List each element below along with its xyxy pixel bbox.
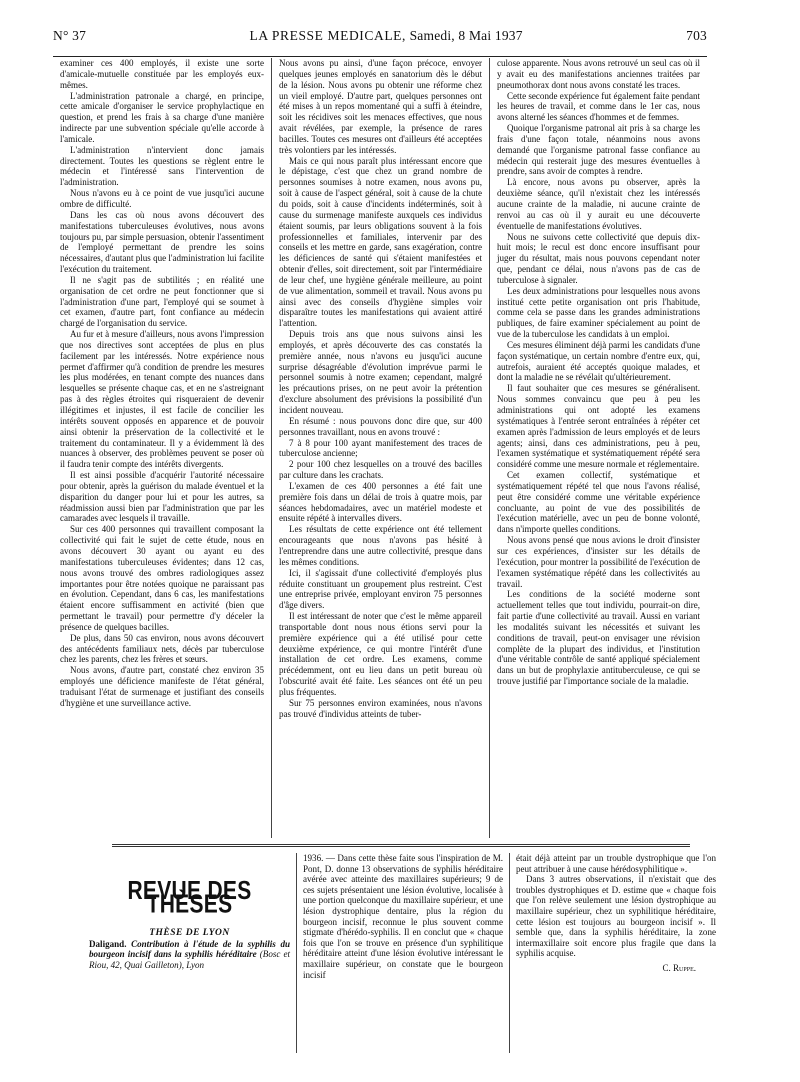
article-column-1 (53, 58, 271, 838)
article-paragraph: Ici, il s'agissait d'une collectivité d'employés plus réduite constituant un groupement plus restreint. C'est une entreprise privée, employant environ 75 personnes d'âge divers. (279, 567, 482, 611)
revue-paragraph: 1936. — Dans cette thèse faite sous l'inspiration de M. Pont, D. donne 13 observations de syphilis héréditaire avérée avec atteinte des maxillaires supérieurs; 9 de ces sujets présentaient une lésion évolutive, localisée à une portion quelconque du maxillaire supérieur, et une lésion dystrophique dentaire, plus la région du bourgeon incisif, reconnue le plus souvent comme stigmate d'hérédo-syphilis. Il en conclut que « chaque fois que l'on se trouve en présence d'un syphilitique héréditaire atteint d'une lésion évolutive intéressant le maxillaire supérieur, on constate que le bourgeon incisif (303, 853, 503, 980)
article-paragraph: Les résultats de cette expérience ont été tellement encourageants que nous n'avons pas hésité à l'entreprendre dans une autre collectivité, presque dans les mêmes conditions. (279, 524, 482, 567)
article-paragraph: Nous avons pu ainsi, d'une façon précoce, envoyer quelques jeunes employés en sanatorium dès le début de la lésion. Nous avons pu obtenir une réforme chez un vieil employé. D'autre part, quelques personnes ont été mises à un repos momentané qui a suffi à éteindre, soit les récidives soit les menaces effectives, que nous avait révélées, par exemple, la présence de rares bacilles. Toutes ces mesures ont d'ailleurs été acceptées très volontiers par les intéressés. (279, 58, 482, 155)
revue-section (83, 853, 723, 1053)
article-paragraph: Depuis trois ans que nous suivons ainsi les employés, et après découverte des cas constatés la première année, nous n'avons eu jusqu'ici aucune surprise désagréable d'évolution imprévue parmi le personnel soumis à notre examen; cependant, malgré les précautions prises, on ne peut avoir la prétention d'exclure absolument des prévisions la possibilité d'un incident nouveau. (279, 329, 482, 415)
article-paragraph: L'examen de ces 400 personnes a été fait une première fois dans un délai de trois à quatre mois, par séances hebdomadaires, avec un matériel modeste et ensuite répété à intervalles divers. (279, 480, 482, 524)
article-paragraph: En résumé : nous pouvons donc dire que, sur 400 personnes travaillant, nous en avons trouvé : (279, 415, 482, 437)
these-entry (89, 939, 290, 971)
article-paragraph: Sur 75 personnes environ examinées, nous n'avons pas trouvé d'individus atteints de tuber- (279, 697, 482, 719)
issue-number: N° 37 (53, 28, 87, 43)
article-paragraph: Cette seconde expérience fut également faite pendant les heures de travail, et comme dans le 1er cas, nous avons alterné les séances d'hommes et de femmes. (497, 90, 700, 123)
revue-column-1 (83, 853, 296, 1053)
article-column-3 (489, 58, 707, 838)
page-header (53, 28, 707, 57)
article-paragraph: 2 pour 100 chez lesquelles on a trouvé des bacilles par culture dans les crachats. (279, 459, 482, 481)
review-signature: C. Ruppe. (662, 962, 696, 973)
article-paragraph: culose apparente. Nous avons retrouvé un seul cas où il y avait eu des manifestations anciennes traitées par pneumothorax dont nous avons constaté les traces. (497, 58, 700, 90)
article-paragraph: Sur ces 400 personnes qui travaillent composant la collectivité qui fait le sujet de cette étude, nous en avons découvert 30 ayant ou ayant eu des manifestations tuberculeuses évidentes; dans 12 cas, nous avons trouvé des ombres radiologiques assez importantes pour être notées quoique ne paraissant pas en évolution. Cependant, dans 6 cas, les manifestations étaient encore suffisamment en activité (bien que permettant le travail) pour permettre d'y déceler la présence de quelques bacilles. (60, 524, 264, 632)
article-paragraph: Il est intéressant de noter que c'est le même appareil transportable dont nous nous étions servi pour la première expérience qui a été utilisé pour cette deuxième expérience, ce qui montre l'intérêt d'une installation de cet ordre. Les examens, comme précédemment, ont eu lieu dans un petit bureau où l'obscurité avait été faite. Les séances ont été un peu plus fréquentes. (279, 611, 482, 697)
article-paragraph: Mais ce qui nous paraît plus intéressant encore que le dépistage, c'est que chez un grand nombre de personnes soumises à notre examen, nous avons pu, soit à cause de l'aspect général, soit à cause de la chute du poids, soit à cause d'incidents indéterminés, soit à cause du surmenage manifeste auxquels ces individus étaient soumis, par leurs obligations souvent à la fois professionnelles et familiales, intervenir par des conseils et les mettre en garde, sans exagération, contre les déficiences de santé qui s'étaient manifestées et obtenir d'elles, soit directement, soit par l'intermédiaire de leur chef, une hygiène générale meilleure, au point de vue alimentation, sommeil et travail. Nous avons pu ainsi avec des conseils d'hygiène simples voir disparaître toutes les manifestations qui avaient attiré l'attention. (279, 155, 482, 329)
revue-paragraph: Dans 3 autres observations, il n'existait que des troubles dystrophiques et D. estime que « chaque fois que l'on relève seulement une lésion dystrophique au maxillaire supérieur, chez un syphilitique héréditaire, cette lésion est toujours au bourgeon incisif ». Il semble que, dans la syphilis héréditaire, la zone intermaxillaire soit encore plus fragile que dans la syphilis acquise. (516, 874, 716, 959)
article-paragraph: Il faut souhaiter que ces mesures se généralisent. Nous sommes convaincu que peu à peu les administrations qui ont adopté les examens systématiques à l'entrée seront entraînées à répéter cet examen après l'admission de leurs employés et de leurs agents; ainsi, dans ces administrations, peu à peu, l'examen systématique et systématiquement répété sera considéré comme une mesure normale et réglementaire. (497, 383, 700, 470)
journal-name: LA PRESSE MEDICALE, (249, 28, 407, 43)
article-paragraph: Les conditions de la société moderne sont actuellement telles que tout individu, pourrait-on dire, fait partie d'une collectivité au travail. Aussi en variant les modalités suivant les nécessités et suivant les conditions de travail, peut-on envisager une révision complète de la plupart des individus, et l'institution d'une véritable contrôle de santé appliqué spécialement dans un but de prophylaxie antituberculeuse, ce qui se trouve justifié par l'importance sociale de la maladie. (497, 589, 700, 687)
article-paragraph: Ces mesures éliminent déjà parmi les candidats d'une façon systématique, un certain nombre d'entre eux, qui, autrefois, auraient été acceptés quoique malades, et dont la maladie ne se révélait qu'ultérieurement. (497, 339, 700, 383)
article-paragraph: Nous avons, d'autre part, constaté chez environ 35 employés une déficience manifeste de l'état général, traduisant l'état de surmenage et justifiant des conseils d'hygiène et une surveillance active. (60, 665, 264, 708)
article-paragraph: Dans les cas où nous avons découvert des manifestations tuberculeuses évolutives, nous avons toujours pu, par simple persuasion, obtenir l'assentiment de l'employé permettant de prendre les soins nécessaires, d'autant plus que l'administration lui facilite l'exécution du traitement. (60, 209, 264, 275)
header-center (249, 28, 522, 44)
article-paragraph: Cet examen collectif, systématique et systématiquement répété tel que nous l'avons réalisé, peut être considéré comme une véritable expérience concluante, au point de vue des possibilités de l'exécution matérielle, avec un peu de bonne volonté, dans n'importe quelles conditions. (497, 470, 700, 535)
section-divider (112, 844, 690, 847)
article-paragraph: L'administration n'intervient donc jamais directement. Toutes les questions se règlent entre le médecin et l'intéressé sans l'intervention de l'administration. (60, 144, 264, 188)
article-paragraph: Les deux administrations pour lesquelles nous avons institué cette petite organisation ont pris l'habitude, comme cela se passe dans les grandes administrations publiques, de faire examiner spécialement au point de vue de la tuberculose les candidats à un emploi. (497, 285, 700, 340)
article-columns (53, 58, 707, 838)
revue-column-3 (509, 853, 722, 1053)
page-number: 703 (686, 28, 707, 43)
article-paragraph: Il ne s'agit pas de subtilités ; en réalité une organisation de cet ordre ne peut fonctionner que si l'administration d'une part, l'employé qui se soumet à cet examen, d'autre part, font confiance au médecin chargé de l'organisation du service. (60, 274, 264, 329)
article-paragraph: Nous ne suivons cette collectivité que depuis dix-huit mois; le recul est donc encore insuffisant pour juger du résultat, mais nous pouvons cependant noter que, pendant ce délai, nous n'avons pas de cas de tuberculose à signaler. (497, 231, 700, 285)
revue-column-2 (296, 853, 509, 1053)
these-title: Contribution à l'étude de la syphilis du bourgeon incisif dans la syphilis héréditaire (89, 938, 290, 960)
revue-title: REVUE DES THÈSES (127, 876, 252, 919)
these-author: Daligand. (89, 938, 127, 949)
issue-date: Samedi, 8 Mai 1937 (409, 28, 523, 43)
article-paragraph: Il est ainsi possible d'acquérir l'autorité nécessaire pour obtenir, après la guérison du malade éventuel et la disparition du danger pour lui et pour les autres, sa réadmission aussi bien par l'administration que par les camarades avec lesquels il travaille. (60, 470, 264, 524)
these-reference: (Bosc et Riou, 42, Quai Gailleton), Lyon (89, 949, 291, 970)
article-paragraph: Nous n'avons eu à ce point de vue jusqu'ici aucune ombre de difficulté. (60, 188, 264, 209)
these-section-heading: THÈSE DE LYON (149, 928, 230, 939)
article-paragraph: 7 à 8 pour 100 ayant manifestement des traces de tuberculose ancienne; (279, 437, 482, 459)
article-paragraph: examiner ces 400 employés, il existe une sorte d'amicale-mutuelle constituée par les employés eux-mêmes. (60, 58, 264, 90)
article-paragraph: Là encore, nous avons pu observer, après la deuxième séance, qu'il n'existait chez les intéressés aucune crainte de la maladie, ni aucune crainte de renvoi au cas où il y aurait eu une découverte éventuelle de manifestations évolutives. (497, 177, 700, 231)
article-column-2 (271, 58, 489, 838)
revue-paragraph: était déjà atteint par un trouble dystrophique que l'on peut attribuer à une cause hérédosyphilitique ». (516, 853, 716, 874)
article-paragraph: L'administration patronale a chargé, en principe, cette amicale d'organiser le service prophylactique en question, et prend les frais à sa charge d'une manière indirecte par une subvention spéciale qu'elle accorde à l'amicale. (60, 90, 264, 144)
article-paragraph: Quoique l'organisme patronal ait pris à sa charge les frais d'une façon totale, néanmoins nous avons demandé que l'organisme patronal fasse confiance au médecin qui resterait juge des mesures éventuelles à prendre, sans avoir de comptes à rendre. (497, 123, 700, 177)
article-paragraph: De plus, dans 50 cas environ, nous avons découvert des antécédents familiaux nets, décès par tuberculose chez les parents, chez les frères et sœurs. (60, 632, 264, 665)
article-paragraph: Au fur et à mesure d'ailleurs, nous avons l'impression que nos directives sont acceptées de plus en plus facilement par les intéressés. Notre expérience nous permet d'affirmer qu'à condition de prendre les mesures les plus modérées, en tenant compte des nuances dans lesquelles se présente chaque cas, et en ne s'astreignant pas à des règles étroites qui risqueraient de devenir illégitimes et injustes, il est facile de concilier les intérêts souvent opposés en apparence et de pouvoir ainsi obtenir la préservation de la collectivité et le traitement du contaminateur. Il y a évidemment là des nuances à observer, des problèmes peuvent se poser où il faudra tenir compte des intérêts divergents. (60, 329, 264, 470)
article-paragraph: Nous avons pensé que nous avions le droit d'insister sur ces expériences, d'insister sur les détails de l'exécution, pour montrer la possibilité de l'exécution de l'examen systématique répété dans les collectivités au travail. (497, 535, 700, 589)
